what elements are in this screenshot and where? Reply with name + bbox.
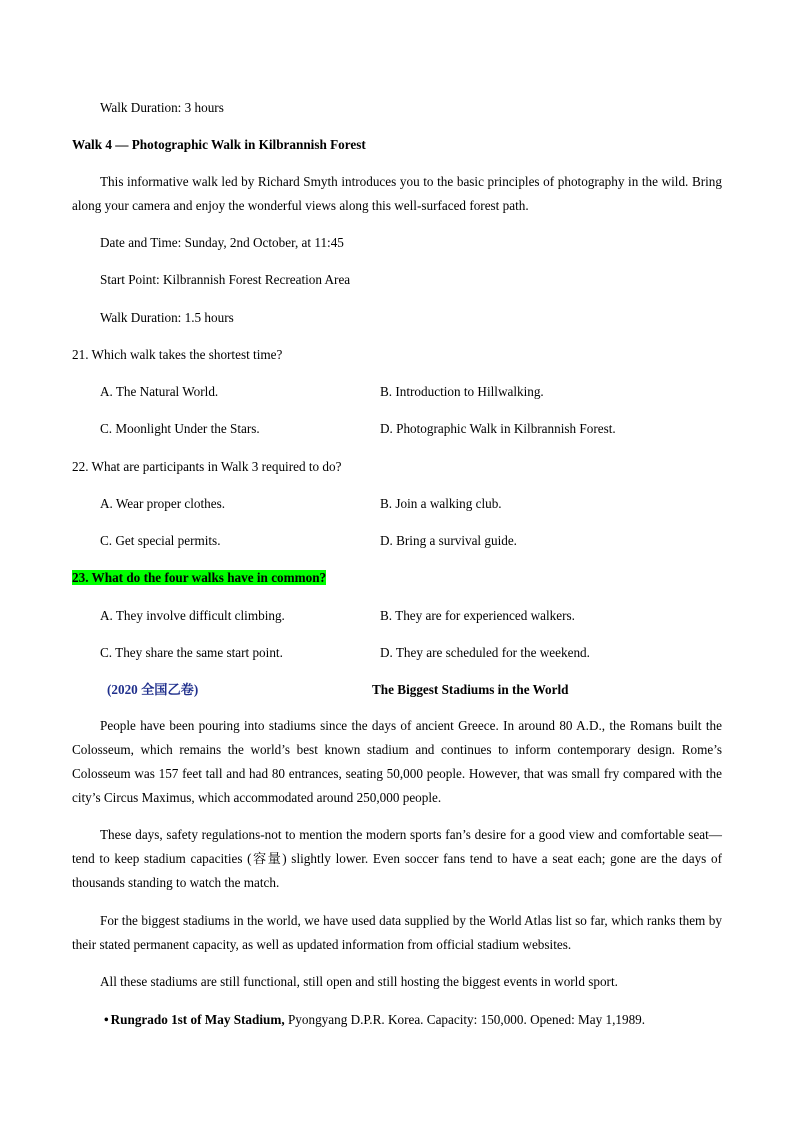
walk3-duration: Walk Duration: 3 hours [100, 100, 224, 115]
stadium-details: Pyongyang D.P.R. Korea. Capacity: 150,000. Opened: May 1,1989. [284, 1012, 646, 1027]
passage2-source: (2020 全国乙卷) [107, 682, 199, 697]
q22-option-a: A. Wear proper clothes. [100, 496, 226, 511]
q22-option-d: D. Bring a survival guide. [380, 533, 517, 548]
passage2-paragraph-3: For the biggest stadiums in the world, we have used data supplied by the World Atlas list so far, which ranks them by their stated permanent capacity, as well as updated information from official stadium websites. [72, 913, 722, 952]
passage2-paragraph-4: All these stadiums are still functional, still open and still hosting the biggest events in world sport. [100, 974, 618, 989]
stadium-list-item [104, 1012, 645, 1028]
passage2-paragraph-2: These days, safety regulations-not to mention the modern sports fan’s desire for a good view and comfortable seat—tend to keep stadium capacities (容量) slightly lower. Even soccer fans tend to have a seat each; gone are the days of thousands standing to watch the match. [72, 827, 722, 890]
stadium-name: Rungrado 1st of May Stadium, [110, 1012, 285, 1027]
q22-option-c: C. Get special permits. [100, 533, 221, 548]
q21-option-a: A. The Natural World. [100, 384, 219, 399]
q23-option-d: D. They are scheduled for the weekend. [380, 645, 590, 660]
walk4-description: This informative walk led by Richard Smyth introduces you to the basic principles of photography in the wild. Bring along your camera and enjoy the wonderful views along this well-surfaced forest path. [72, 174, 722, 213]
q21-option-d: D. Photographic Walk in Kilbrannish Forest. [380, 421, 616, 436]
walk4-start-point: Start Point: Kilbrannish Forest Recreation Area [100, 272, 351, 287]
q23-option-b: B. They are for experienced walkers. [380, 608, 575, 623]
passage2-paragraph-1: People have been pouring into stadiums since the days of ancient Greece. In around 80 A.D., the Romans built the Colosseum, which remains the world’s best known stadium and continues to inform contemporary design. Rome’s Colosseum was 157 feet tall and had 80 entrances, seating 50,000 people. However, that was small fry compared with the city’s Circus Maximus, which accommodated around 250,000 people. [72, 718, 722, 805]
passage2-title: The Biggest Stadiums in the World [372, 682, 569, 697]
q21-option-b: B. Introduction to Hillwalking. [380, 384, 544, 399]
q23-question-line [72, 570, 326, 586]
q23-option-a: A. They involve difficult climbing. [100, 608, 285, 623]
walk4-title: Walk 4 — Photographic Walk in Kilbrannish Forest [72, 137, 366, 152]
q22-question: 22. What are participants in Walk 3 required to do? [72, 459, 342, 474]
walk4-duration: Walk Duration: 1.5 hours [100, 310, 234, 325]
q22-option-b: B. Join a walking club. [380, 496, 502, 511]
q23-question-highlighted: 23. What do the four walks have in common? [72, 570, 327, 585]
q21-option-c: C. Moonlight Under the Stars. [100, 421, 260, 436]
bullet-mark: • [104, 1012, 109, 1027]
walk4-date-time: Date and Time: Sunday, 2nd October, at 11:45 [100, 235, 344, 250]
q23-option-c: C. They share the same start point. [100, 645, 283, 660]
q21-question: 21. Which walk takes the shortest time? [72, 347, 283, 362]
